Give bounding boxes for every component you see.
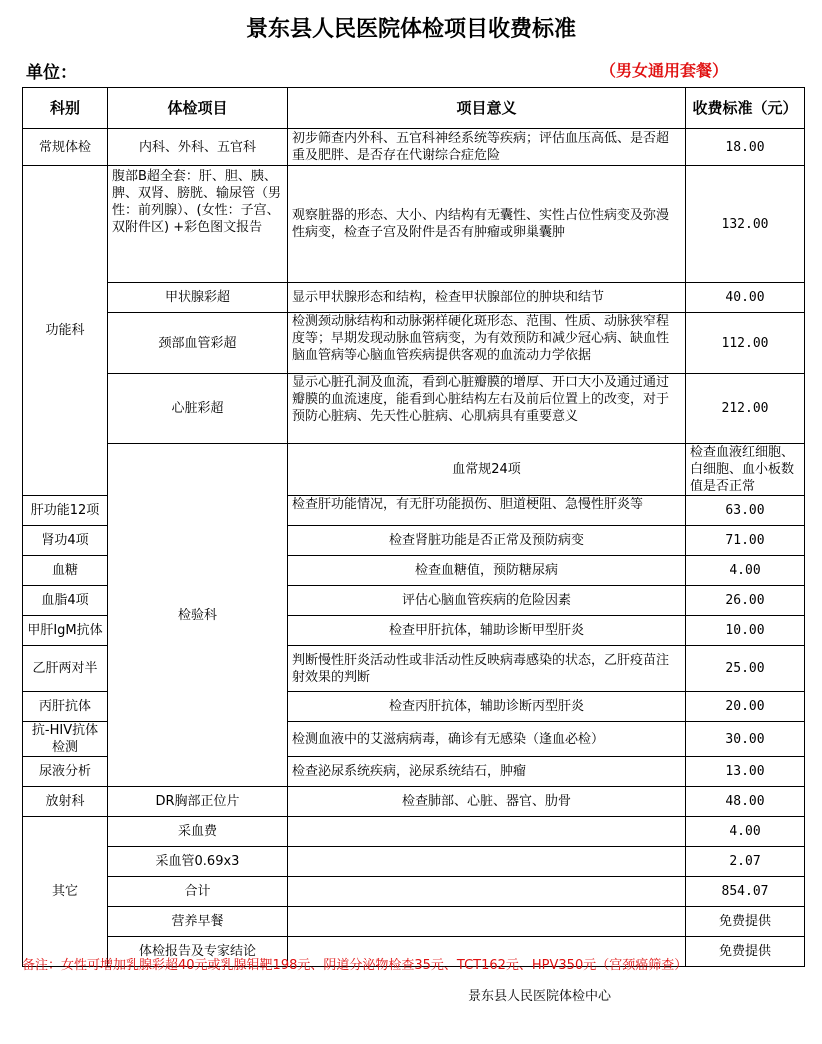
- item-price: 48.00: [686, 787, 805, 817]
- item-price: 40.00: [686, 283, 805, 313]
- item-meaning: [288, 877, 686, 907]
- item-meaning: 显示心脏孔洞及血流，看到心脏瓣膜的增厚、开口大小及通过通过瓣膜的血流速度，能看到心脏结构左右及前后位置上的改变，对于预防心脏病、先天性心脏病、心肌病具有重要意义: [288, 374, 686, 444]
- item-meaning: 初步筛查内外科、五官科神经系统等疾病；评估血压高低、是否超重及肥胖、是否存在代谢综合症危险: [288, 129, 686, 166]
- item-price: 免费提供: [686, 907, 805, 937]
- fee-table: [22, 87, 805, 967]
- item-meaning: 检测血液中的艾滋病病毒，确诊有无感染（逢血必检）: [288, 722, 686, 757]
- table-row: [23, 877, 805, 907]
- table-row: [23, 847, 805, 877]
- item-name: 血脂4项: [23, 586, 108, 616]
- dept-function: 功能科: [23, 166, 108, 496]
- header-price: 收费标准（元）: [686, 88, 805, 129]
- dept-radiology: 放射科: [23, 787, 108, 817]
- table-row: [23, 374, 805, 444]
- item-meaning: 检查泌尿系统疾病，泌尿系统结石，肿瘤: [288, 757, 686, 787]
- item-meaning: 检测颈动脉结构和动脉粥样硬化斑形态、范围、性质、动脉狭窄程度等；早期发现动脉血管病变，为有效预防和减少冠心病、缺血性脑血管病等心脑血管疾病提供客观的血流动力学依据: [288, 313, 686, 374]
- item-name: 合计: [108, 877, 288, 907]
- package-label: （男女通用套餐）: [600, 61, 729, 80]
- item-price: 4.00: [686, 556, 805, 586]
- item-meaning: 检查肾脏功能是否正常及预防病变: [288, 526, 686, 556]
- item-price: 2.07: [686, 847, 805, 877]
- item-meaning: 检查肝功能情况，有无肝功能损伤、胆道梗阻、急慢性肝炎等: [288, 496, 686, 526]
- item-price: 132.00: [686, 166, 805, 283]
- item-name: 尿液分析: [23, 757, 108, 787]
- item-name: 血常规24项: [288, 444, 686, 496]
- page-title: 景东县人民医院体检项目收费标准: [245, 16, 576, 42]
- item-meaning: 评估心脑血管疾病的危险因素: [288, 586, 686, 616]
- dept-other: 其它: [23, 817, 108, 967]
- table-row: [23, 166, 805, 283]
- item-price: 免费提供: [686, 937, 805, 967]
- item-price: 4.00: [686, 817, 805, 847]
- item-price: 63.00: [686, 496, 805, 526]
- item-meaning: 判断慢性肝炎活动性或非活动性反映病毒感染的状态，乙肝疫苗注射效果的判断: [288, 646, 686, 692]
- item-meaning: 检查血糖值，预防糖尿病: [288, 556, 686, 586]
- footer-org: 景东县人民医院体检中心: [468, 989, 612, 1004]
- item-meaning: 检查血液红细胞、白细胞、血小板数值是否正常: [686, 444, 805, 496]
- item-price: 854.07: [686, 877, 805, 907]
- item-price: 30.00: [686, 722, 805, 757]
- item-name: 采血费: [108, 817, 288, 847]
- item-name: 采血管0.69x3: [108, 847, 288, 877]
- item-meaning: [288, 907, 686, 937]
- item-price: 13.00: [686, 757, 805, 787]
- table-row: [23, 129, 805, 166]
- item-name: 抗-HIV抗体检测: [23, 722, 108, 757]
- header-dept: 科别: [23, 88, 108, 129]
- item-name: 血糖: [23, 556, 108, 586]
- table-row: [23, 907, 805, 937]
- item-name: 体检报告及专家结论: [108, 937, 288, 967]
- table-header-row: [23, 88, 805, 129]
- item-price: 20.00: [686, 692, 805, 722]
- header-item: 体检项目: [108, 88, 288, 129]
- item-name: 丙肝抗体: [23, 692, 108, 722]
- table-row: [23, 817, 805, 847]
- item-name: 乙肝两对半: [23, 646, 108, 692]
- remark-note: 备注：女性可增加乳腺彩超40元或乳腺钼靶198元、阴道分泌物检查35元、TCT162元、HPV350元（宫颈癌筛查）: [22, 958, 688, 973]
- item-meaning: [288, 817, 686, 847]
- item-price: 212.00: [686, 374, 805, 444]
- item-price: 18.00: [686, 129, 805, 166]
- table-row: [23, 283, 805, 313]
- item-meaning: 检查肺部、心脏、器官、肋骨: [288, 787, 686, 817]
- item-meaning: 观察脏器的形态、大小、内结构有无囊性、实性占位性病变及弥漫性病变，检查子宫及附件是否有肿瘤或卵巢囊肿: [288, 166, 686, 283]
- item-price: 25.00: [686, 646, 805, 692]
- item-name: DR胸部正位片: [108, 787, 288, 817]
- item-name: 肾功4项: [23, 526, 108, 556]
- item-meaning: 显示甲状腺形态和结构，检查甲状腺部位的肿块和结节: [288, 283, 686, 313]
- unit-label: 单位：: [26, 63, 77, 83]
- table-row: [23, 444, 805, 496]
- item-name: 心脏彩超: [108, 374, 288, 444]
- item-name: 营养早餐: [108, 907, 288, 937]
- item-meaning: 检查丙肝抗体，辅助诊断丙型肝炎: [288, 692, 686, 722]
- item-name: 内科、外科、五官科: [108, 129, 288, 166]
- item-price: 26.00: [686, 586, 805, 616]
- item-price: 71.00: [686, 526, 805, 556]
- table-row: [23, 313, 805, 374]
- dept-lab: 检验科: [108, 444, 288, 787]
- item-name: 颈部血管彩超: [108, 313, 288, 374]
- item-price: 112.00: [686, 313, 805, 374]
- item-name: 甲状腺彩超: [108, 283, 288, 313]
- dept-routine: 常规体检: [23, 129, 108, 166]
- header-meaning: 项目意义: [288, 88, 686, 129]
- item-price: 10.00: [686, 616, 805, 646]
- item-name: 腹部B超全套：肝、胆、胰、脾、双肾、膀胱、输尿管（男性：前列腺）、(女性：子宫、双附件区) +彩色图文报告: [108, 166, 288, 283]
- item-meaning: 检查甲肝抗体，辅助诊断甲型肝炎: [288, 616, 686, 646]
- item-name: 甲肝IgM抗体: [23, 616, 108, 646]
- table-row: [23, 787, 805, 817]
- item-meaning: [288, 847, 686, 877]
- item-name: 肝功能12项: [23, 496, 108, 526]
